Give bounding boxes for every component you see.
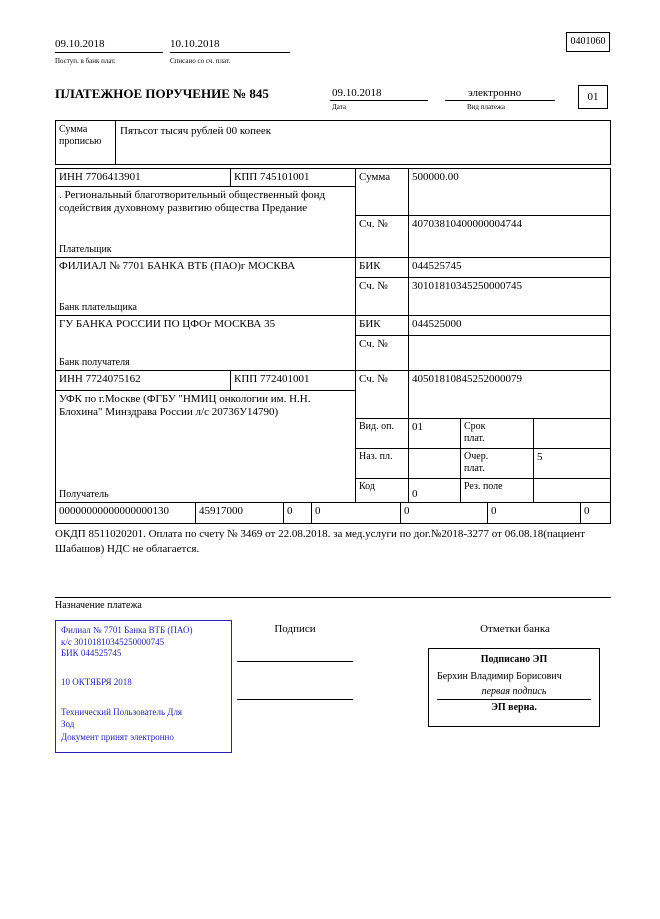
document-date-label: Дата	[332, 103, 346, 111]
payee-section-label: Получатель	[59, 489, 109, 500]
kod-value-cell: 0	[409, 479, 461, 503]
naz-pl-label-cell: Наз. пл.	[356, 449, 409, 479]
payer-name-cell	[56, 187, 356, 258]
form-code-box: 0401060	[566, 32, 610, 52]
purpose-text: ОКДП 8511020201. Оплата по счету № 3469 от 22.08.2018. за мед.услуги по дог.№2018-3277 от 06.08.18(пациент Шабашов) НДС не облагается.	[55, 528, 585, 555]
date-received-underline	[55, 52, 163, 53]
payment-kind-label: Вид платежа	[467, 103, 506, 111]
vid-op-value-cell: 01	[409, 419, 461, 449]
payer-bank-name: ФИЛИАЛ № 7701 БАНКА ВТБ (ПАО)г МОСКВА	[59, 260, 296, 272]
requisites-table	[55, 168, 611, 524]
stamp-bik: БИК 044525745	[61, 648, 122, 658]
payer-name: . Региональный благотворительный общественный фонд содействия духовному развитию общества Предание	[59, 189, 326, 214]
payer-bank-account-cell: 30101810345250000745	[409, 278, 610, 316]
code-field-107: 0	[312, 503, 401, 523]
signer-name: Берхин Владимир Борисович	[437, 671, 562, 682]
naz-pl-value-cell	[409, 449, 461, 479]
amount-words-box	[55, 120, 611, 165]
payer-kpp-cell: КПП 745101001	[231, 169, 356, 187]
sum-value-cell: 500000.00	[409, 169, 610, 216]
payee-bank-name-cell	[56, 316, 356, 371]
signature-line-2	[237, 699, 353, 700]
ocher-plat-label-cell: Очер. плат.	[461, 449, 534, 479]
date-received: 09.10.2018	[55, 38, 105, 50]
payee-bank-section-label: Банк получателя	[59, 357, 130, 368]
signature-verified: ЭП верна.	[491, 702, 537, 713]
amount-words-label: Сумма прописью	[56, 121, 116, 164]
electronic-signature-box	[428, 648, 600, 727]
payment-kind-underline	[445, 100, 555, 101]
code-field-110: 0	[584, 505, 590, 517]
signature-line-1	[237, 661, 353, 662]
sum-label-cell: Сумма	[356, 169, 409, 216]
stamp-bank-name: Филиал № 7701 Банка ВТБ (ПАО)	[61, 625, 193, 635]
stamp-date: 10 ОКТЯБРЯ 2018	[61, 676, 132, 687]
code-field-104: 00000000000000000130	[56, 503, 196, 523]
rez-pole-label-cell: Рез. поле	[461, 479, 534, 503]
signature-title: Подписано ЭП	[480, 654, 548, 665]
date-debited: 10.10.2018	[170, 38, 220, 50]
payee-bank-account-cell	[409, 336, 610, 371]
payee-kpp-cell: КПП 772401001	[231, 371, 356, 391]
code-field-106: 0	[284, 503, 312, 523]
purpose-label: Назначение платежа	[55, 600, 142, 611]
payer-bank-bik-label-cell: БИК	[356, 258, 409, 278]
status-code-box: 01	[578, 85, 608, 109]
payment-kind: электронно	[468, 87, 522, 99]
payer-bank-name-cell	[56, 258, 356, 316]
code-field-oktmo: 45917000	[196, 503, 284, 523]
payer-bank-bik-cell: 044525745	[409, 258, 610, 278]
document-date-underline	[330, 100, 428, 101]
payee-bank-bik-cell: 044525000	[409, 316, 610, 336]
payer-section-label: Плательщик	[59, 244, 112, 255]
srok-plat-label-cell: Срок плат.	[461, 419, 534, 449]
date-debited-label: Списано со сч. плат.	[170, 57, 231, 65]
document-title: ПЛАТЕЖНОЕ ПОРУЧЕНИЕ № 845	[55, 86, 269, 101]
amount-words-value: Пятьсот тысяч рублей 00 копеек	[120, 125, 272, 137]
kod-label-cell: Код	[356, 479, 409, 503]
date-received-label: Поступ. в банк плат.	[55, 57, 116, 65]
bank-electronic-stamp	[55, 620, 232, 753]
srok-plat-value-cell	[534, 419, 610, 449]
payee-bank-bik-label-cell: БИК	[356, 316, 409, 336]
stamp-user-line1: Технический Пользователь Для	[61, 707, 183, 717]
signature-kind: первая подпись	[437, 686, 591, 700]
signatures-label: Подписи	[274, 623, 316, 635]
code-field-108: 0	[401, 503, 488, 523]
payer-account-cell: 40703810400000004744	[409, 216, 610, 258]
payer-bank-section-label: Банк плательщика	[59, 302, 137, 313]
purpose-field-line	[55, 597, 611, 598]
date-debited-underline	[170, 52, 290, 53]
ocher-plat-value-cell: 5	[534, 449, 610, 479]
bank-marks-label: Отметки банка	[480, 623, 550, 635]
document-date: 09.10.2018	[332, 87, 382, 99]
payee-bank-name: ГУ БАНКА РОССИИ ПО ЦФОг МОСКВА 35	[59, 318, 276, 330]
payee-name-cell	[56, 391, 356, 503]
payee-account-label-cell: Сч. №	[356, 371, 409, 419]
payee-bank-account-label-cell: Сч. №	[356, 336, 409, 371]
vid-op-label-cell: Вид. оп.	[356, 419, 409, 449]
rez-pole-value-cell	[534, 479, 610, 503]
payer-inn-cell: ИНН 7706413901	[56, 169, 231, 187]
stamp-corr-account: к/с 30101810345250000745	[61, 636, 165, 647]
payer-account-label-cell: Сч. №	[356, 216, 409, 258]
payee-name: УФК по г.Москве (ФГБУ "НМИЦ онкологии им. Н.Н. Блохина" Минздрава России л/с 20736У14790)	[59, 393, 311, 418]
payer-bank-account-label-cell: Сч. №	[356, 278, 409, 316]
code-field-109: 0	[488, 503, 581, 523]
payee-account-cell: 40501810845252000079	[409, 371, 610, 419]
stamp-user-line2: Зод	[61, 718, 75, 729]
payee-inn-cell: ИНН 7724075162	[56, 371, 231, 391]
stamp-note: Документ принят электронно	[61, 732, 174, 742]
